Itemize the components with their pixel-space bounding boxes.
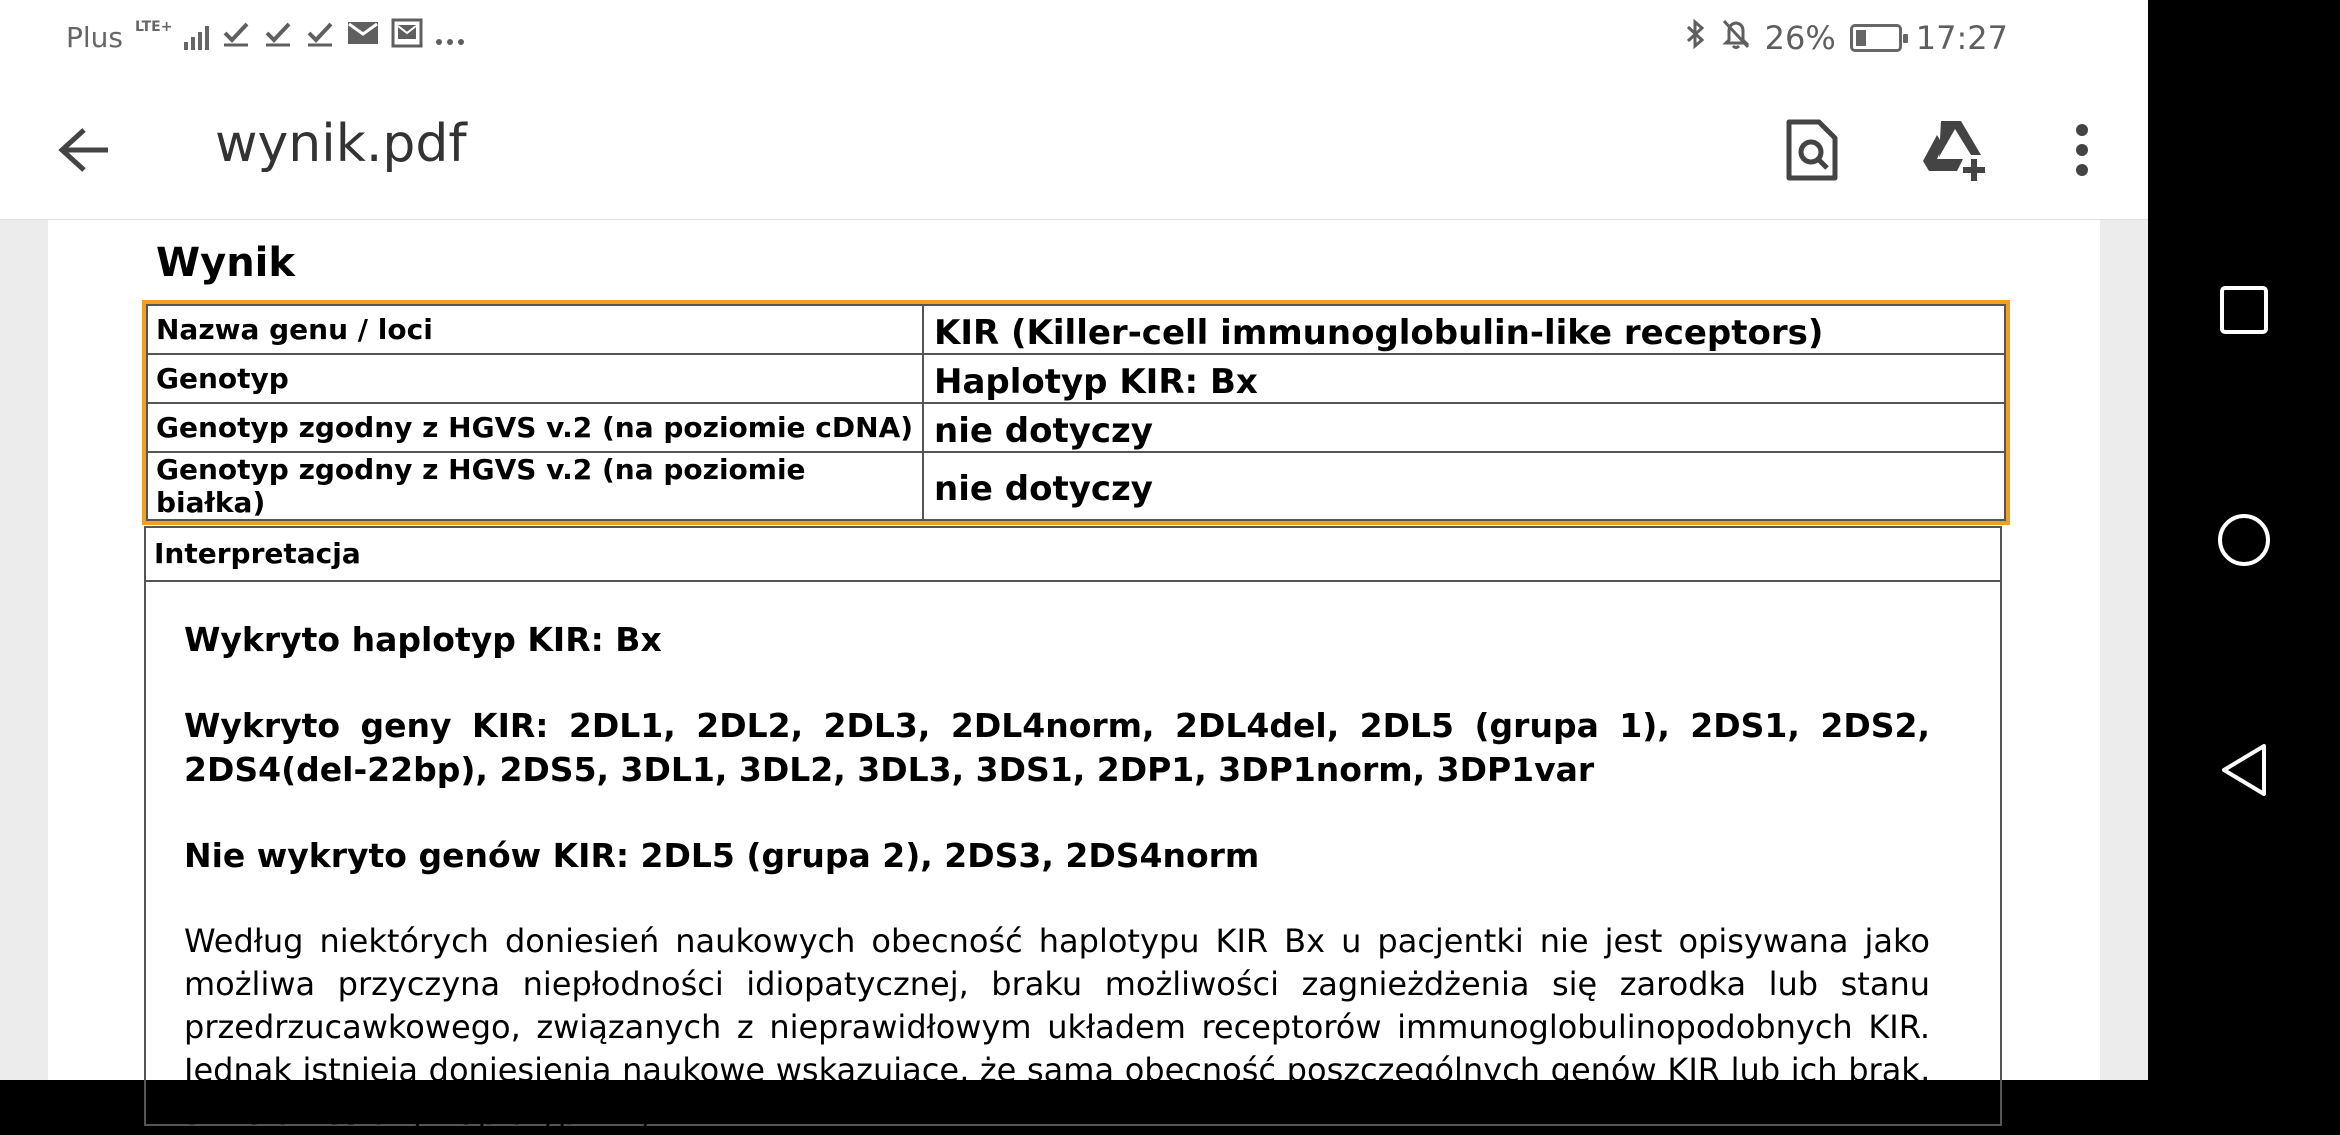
table-row	[147, 354, 2005, 403]
add-to-drive-icon	[1919, 119, 1989, 181]
status-bar-left	[66, 18, 465, 56]
row-label: Genotyp	[147, 354, 923, 403]
row-value: nie dotyczy	[923, 452, 2005, 520]
more-dots-icon	[435, 20, 465, 55]
status-bar	[0, 0, 2148, 76]
network-type: LTE+	[135, 19, 173, 35]
battery-level-fill	[1856, 30, 1866, 46]
add-to-drive-button[interactable]	[1914, 110, 1994, 190]
detected-haplotype: Wykryto haplotyp KIR: Bx	[184, 620, 662, 659]
signal-icon	[184, 24, 209, 50]
row-value: nie dotyczy	[923, 403, 2005, 452]
interpretation-header: Interpretacja	[146, 528, 2000, 582]
recents-square-icon	[2219, 285, 2269, 335]
more-options-button[interactable]	[2042, 110, 2122, 190]
home-circle-icon	[2216, 512, 2272, 568]
find-in-document-button[interactable]	[1772, 110, 1852, 190]
section-title: Wynik	[156, 240, 295, 286]
home-button[interactable]	[2194, 490, 2294, 590]
row-label: Genotyp zgodny z HGVS v.2 (na poziomie białka)	[147, 452, 923, 520]
row-label: Genotyp zgodny z HGVS v.2 (na poziomie cDNA)	[147, 403, 923, 452]
result-table	[142, 300, 2010, 525]
document-title: wynik.pdf	[215, 114, 467, 174]
row-label: Nazwa genu / loci	[147, 305, 923, 354]
interpretation-body	[146, 582, 2000, 1135]
battery-percent: 26%	[1764, 19, 1836, 57]
battery-icon	[1850, 24, 1902, 52]
table-row	[147, 452, 2005, 520]
app-toolbar	[0, 76, 2148, 220]
system-navigation-bar	[2148, 0, 2340, 1080]
recents-button[interactable]	[2194, 260, 2294, 360]
not-detected-genes: Nie wykryto genów KIR: 2DL5 (grupa 2), 2DS3, 2DS4norm	[184, 836, 1260, 875]
status-bar-right	[1685, 18, 2008, 58]
table-row	[147, 305, 2005, 354]
carrier-name: Plus	[66, 20, 123, 54]
pdf-page[interactable]	[48, 220, 2100, 1132]
bell-muted-icon	[1721, 18, 1751, 58]
bluetooth-icon	[1685, 18, 1707, 58]
find-in-document-icon	[1785, 118, 1839, 182]
detected-genes: Wykryto geny KIR: 2DL1, 2DL2, 2DL3, 2DL4norm, 2DL4del, 2DL5 (grupa 1), 2DS1, 2DS2, 2DS4(del-22bp), 2DS5, 3DL1, 3DL2, 3DL3, 3DS1, 2DP1, 3DP1norm, 3DP1var	[184, 706, 1930, 789]
check-icon	[263, 18, 293, 56]
back-triangle-icon	[2218, 742, 2270, 798]
arrow-back-icon	[56, 126, 112, 174]
check-icon	[221, 18, 251, 56]
interpretation-text: Według niektórych doniesień naukowych obecność haplotypu KIR Bx u pacjentki nie jest opisywana jako możliwa przyczyna niepłodności idiopatycznej, braku możliwości zagnieżdżenia się zarodka lub stanu przedrzucawkowego, związanych z nieprawidłowym układem receptorów immunoglobulinopodobnych KIR. Jednak istnieją doniesienia naukowe wskazujące, że sama obecność poszczególnych genów KIR lub ich brak, a nie określony haplotyp KIR,	[184, 922, 1930, 1132]
interpretation-box	[144, 526, 2002, 1132]
back-button[interactable]	[44, 110, 124, 190]
row-value: KIR (Killer-cell immunoglobulin-like receptors)	[923, 305, 2005, 354]
nav-back-button[interactable]	[2194, 720, 2294, 820]
table-row	[147, 403, 2005, 452]
mail-icon	[347, 19, 379, 55]
clock: 17:27	[1915, 19, 2008, 57]
row-value: Haplotyp KIR: Bx	[923, 354, 2005, 403]
mail-box-icon	[391, 18, 423, 56]
more-vert-icon	[2074, 122, 2090, 178]
check-icon	[305, 18, 335, 56]
